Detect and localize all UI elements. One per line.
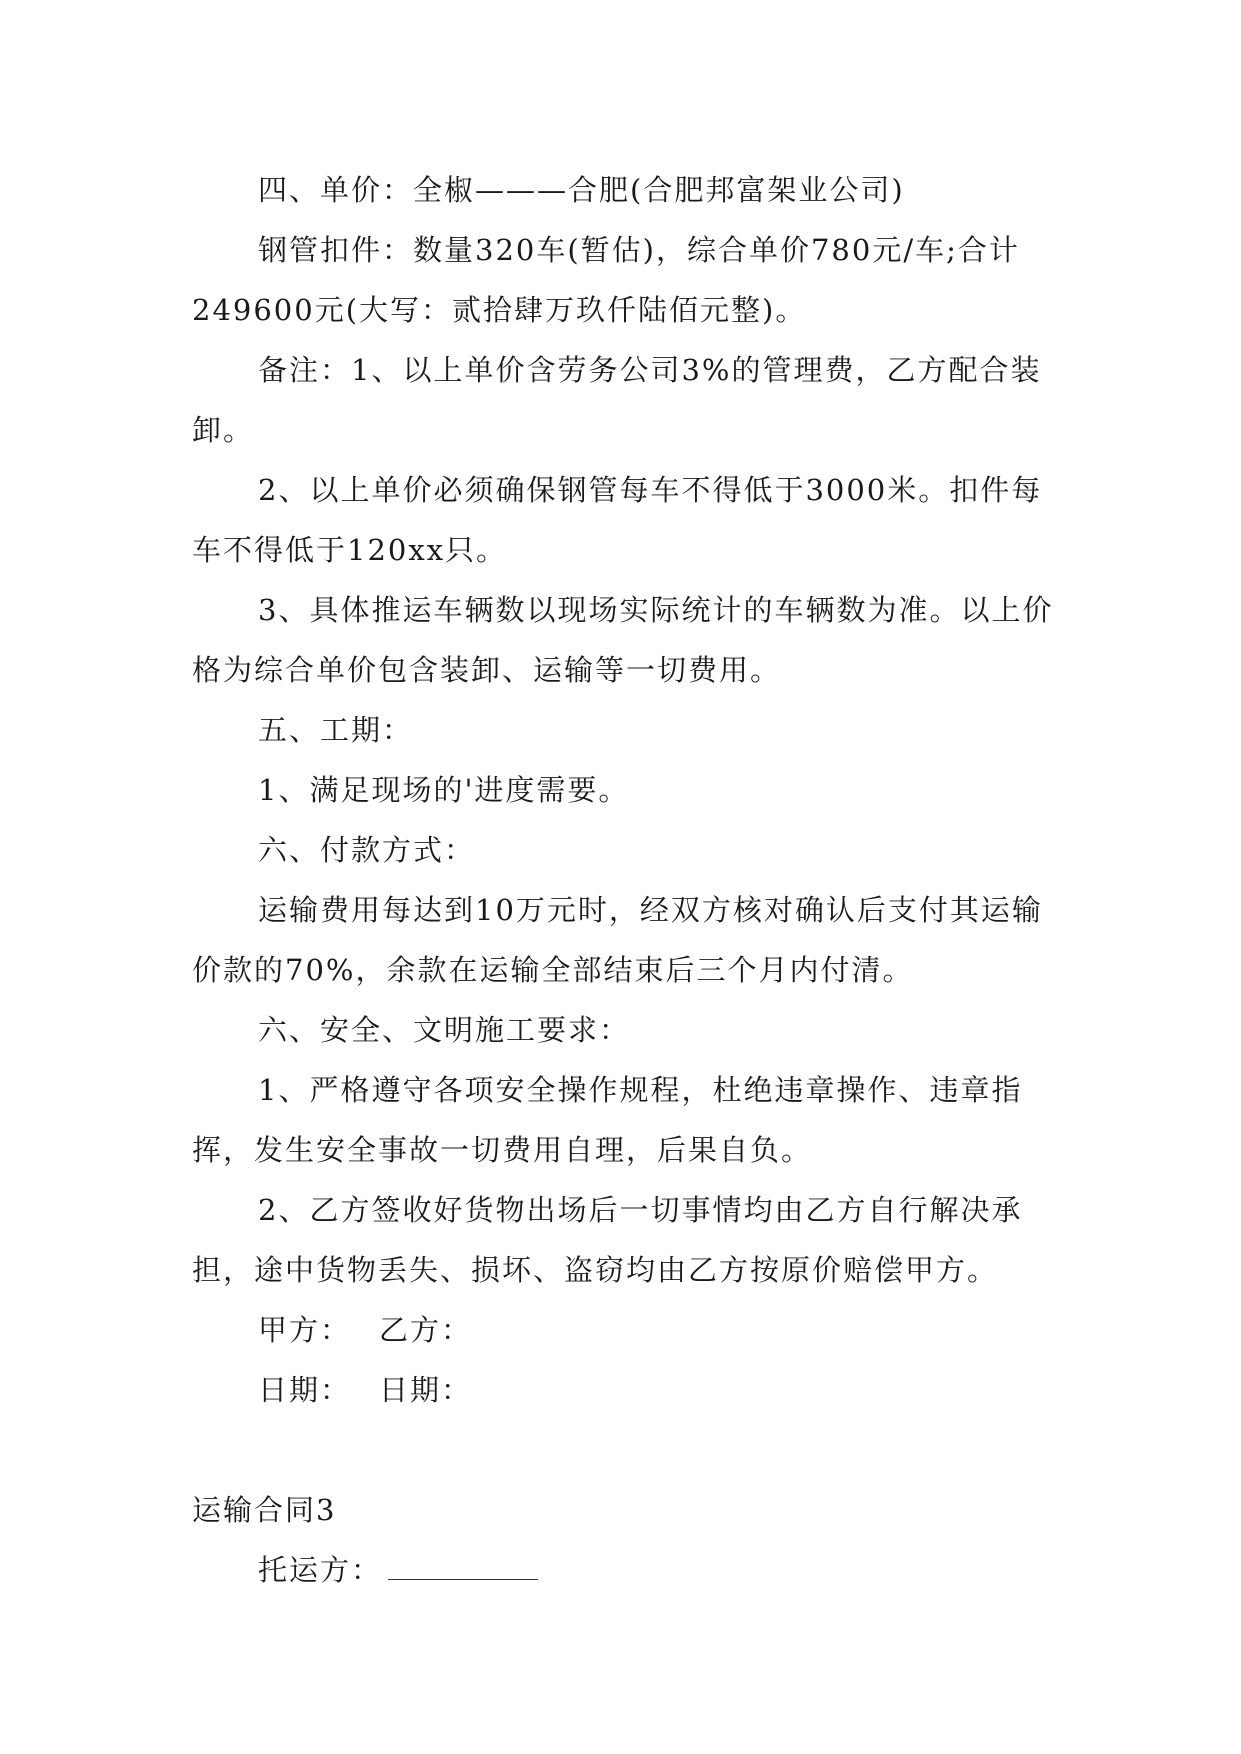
paragraph-remark-1: 备注：1、以上单价含劳务公司3%的管理费，乙方配合装卸。 <box>192 353 1042 447</box>
paragraph-unit-price: 四、单价：全椒———合肥(合肥邦富架业公司) <box>258 173 905 207</box>
heading-safety: 六、安全、文明施工要求： <box>258 1013 631 1047</box>
section-spacer <box>192 1420 1057 1480</box>
heading-schedule: 五、工期： <box>258 713 414 747</box>
shipper-blank-line <box>388 1555 538 1580</box>
shipper-label: 托运方： <box>258 1553 383 1587</box>
signature-dates <box>192 1360 1057 1420</box>
section-title: 运输合同3 <box>192 1493 337 1527</box>
party-a-label: 甲方： <box>258 1313 352 1347</box>
paragraph-remark-2: 2、以上单价必须确保钢管每车不得低于3000米。扣件每车不得低于120xx只。 <box>192 473 1043 567</box>
date-b-label: 日期： <box>379 1373 473 1407</box>
paragraph-steel-pipe-fasteners: 钢管扣件：数量320车(暂估)，综合单价780元/车;合计249600元(大写：贰拾肆万玖仟陆佰元整)。 <box>192 233 1020 327</box>
paragraph-safety-2: 2、乙方签收好货物出场后一切事情均由乙方自行解决承担，途中货物丢失、损坏、盗窃均由乙方按原价赔偿甲方。 <box>192 1193 1023 1287</box>
paragraph-remark-3: 3、具体推运车辆数以现场实际统计的车辆数为准。以上价格为综合单价包含装卸、运输等一切费用。 <box>192 593 1054 687</box>
document-body <box>192 160 1057 1600</box>
paragraph-safety-1: 1、严格遵守各项安全操作规程，杜绝违章操作、违章指挥，发生安全事故一切费用自理，后果自负。 <box>192 1073 1023 1167</box>
date-a-label: 日期： <box>258 1373 352 1407</box>
signature-parties <box>192 1300 1057 1360</box>
shipper-line <box>192 1540 1057 1600</box>
heading-payment: 六、付款方式： <box>258 833 476 867</box>
paragraph-schedule-1: 1、满足现场的'进度需要。 <box>258 773 630 807</box>
party-b-label: 乙方： <box>379 1313 473 1347</box>
paragraph-payment: 运输费用每达到10万元时，经双方核对确认后支付其运输价款的70%，余款在运输全部结束后三个月内付清。 <box>192 893 1043 987</box>
